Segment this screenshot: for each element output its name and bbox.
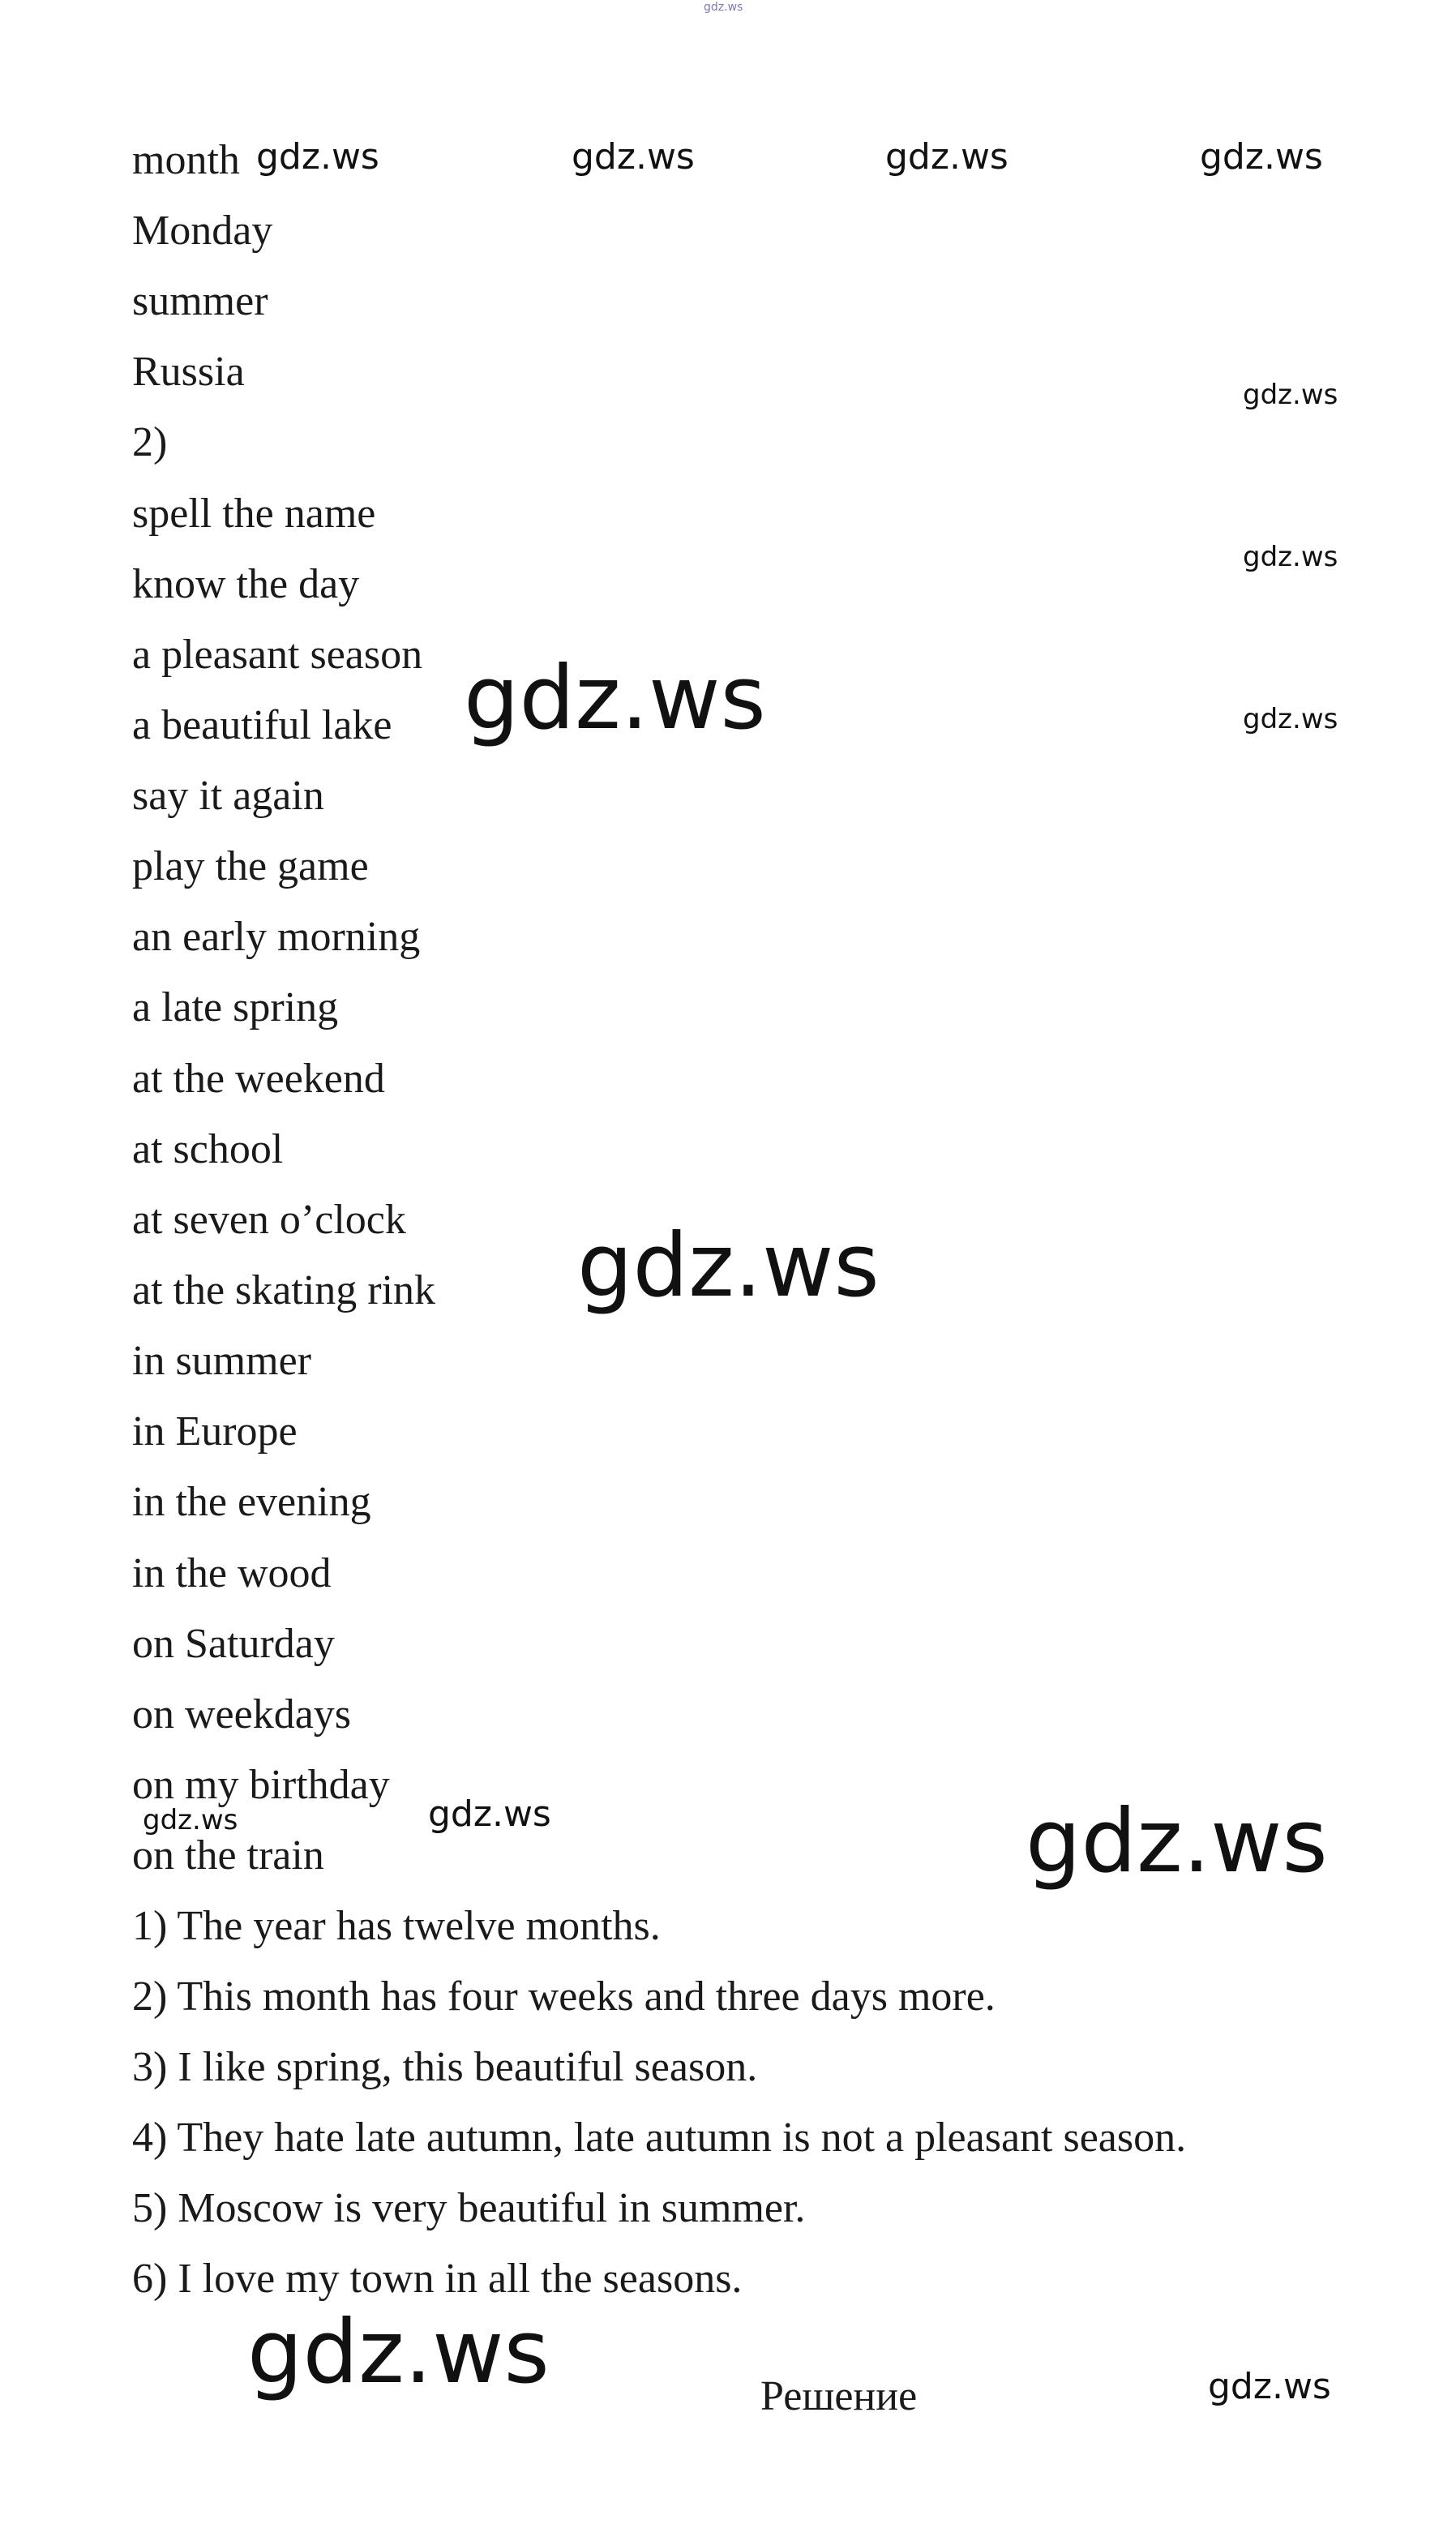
- text-line: Russia: [132, 349, 245, 395]
- text-line: on weekdays: [132, 1691, 352, 1738]
- text-line: at the weekend: [132, 1056, 385, 1102]
- text-line: on the train: [132, 1832, 324, 1879]
- watermark: gdz.ws: [143, 1804, 238, 1836]
- text-line: play the game: [132, 843, 369, 889]
- sentence-line: 1) The year has twelve months.: [132, 1903, 661, 1949]
- solution-label: Решение: [760, 2373, 918, 2419]
- sentence-line: 4) They hate late autumn, late autumn is not a pleasant season.: [132, 2115, 1187, 2161]
- text-line: a pleasant season: [132, 632, 423, 678]
- text-line: Monday: [132, 208, 273, 254]
- text-line: 2): [132, 419, 168, 465]
- text-line: in the evening: [132, 1479, 371, 1525]
- text-line: at school: [132, 1126, 284, 1172]
- watermark: gdz.ws: [464, 648, 766, 749]
- watermark: gdz.ws: [247, 2302, 550, 2403]
- text-line: a beautiful lake: [132, 702, 392, 748]
- sentence-line: 5) Moscow is very beautiful in summer.: [132, 2185, 806, 2231]
- sentence-line: 6) I love my town in all the seasons.: [132, 2256, 743, 2302]
- text-line: at seven o’clock: [132, 1197, 406, 1243]
- watermark: gdz.ws: [256, 136, 379, 178]
- watermark-top: gdz.ws: [704, 1, 743, 14]
- watermark: gdz.ws: [577, 1215, 880, 1317]
- watermark: gdz.ws: [1208, 2366, 1331, 2407]
- text-line: summer: [132, 278, 268, 324]
- watermark: gdz.ws: [1243, 703, 1338, 735]
- watermark: gdz.ws: [572, 136, 695, 178]
- text-line: on my birthday: [132, 1762, 390, 1808]
- text-line: an early morning: [132, 914, 421, 960]
- text-line: in summer: [132, 1338, 311, 1384]
- text-line: know the day: [132, 561, 360, 607]
- text-line: spell the name: [132, 491, 376, 537]
- watermark: gdz.ws: [428, 1793, 551, 1835]
- sentence-line: 3) I like spring, this beautiful season.: [132, 2044, 758, 2090]
- text-line: at the skating rink: [132, 1267, 436, 1313]
- watermark: gdz.ws: [1243, 379, 1338, 411]
- text-line: in Europe: [132, 1408, 298, 1455]
- sentence-line: 2) This month has four weeks and three days more.: [132, 1973, 996, 2020]
- watermark: gdz.ws: [885, 136, 1008, 178]
- text-line: on Saturday: [132, 1621, 335, 1667]
- text-line: month: [132, 137, 240, 183]
- watermark: gdz.ws: [1026, 1791, 1328, 1892]
- watermark: gdz.ws: [1200, 136, 1323, 178]
- watermark: gdz.ws: [1243, 541, 1338, 573]
- text-line: a late spring: [132, 984, 339, 1031]
- text-line: in the wood: [132, 1550, 332, 1596]
- text-line: say it again: [132, 773, 324, 819]
